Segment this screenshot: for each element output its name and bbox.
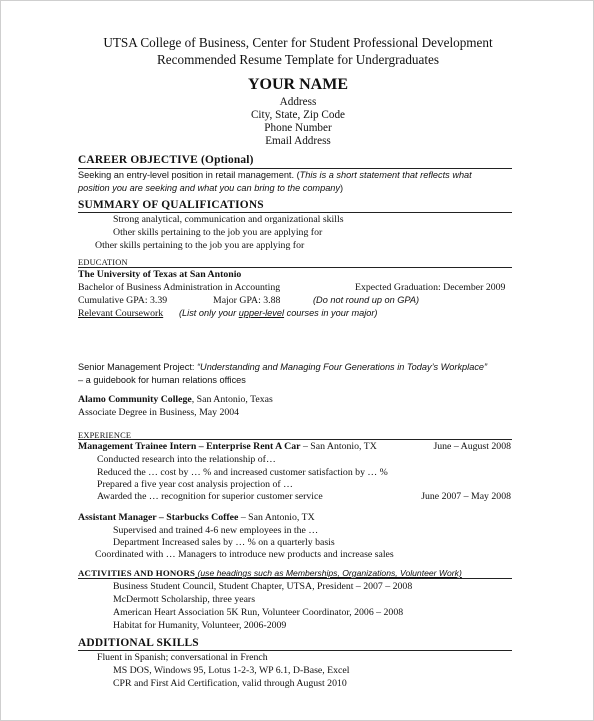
job-1-item: Conducted research into the relationship of… — [97, 454, 276, 465]
summary-item: Strong analytical, communication and organizational skills — [113, 214, 344, 225]
coursework-note: (List only your upper-level courses in your major) — [179, 308, 378, 318]
summary-heading: SUMMARY OF QUALIFICATIONS — [78, 199, 264, 211]
senior-project: Senior Management Project: “Understanding and Managing Four Generations in Today’s Workplace” — [78, 362, 488, 372]
university-name: The University of Texas at San Antonio — [78, 269, 242, 280]
activity-item: Business Student Council, Student Chapter, UTSA, President – 2007 – 2008 — [113, 581, 413, 592]
summary-item: Other skills pertaining to the job you are applying for — [113, 227, 323, 238]
education-heading: EDUCATION — [78, 258, 128, 267]
major-gpa: Major GPA: 3.88 — [213, 295, 281, 306]
applicant-name: YOUR NAME — [248, 76, 348, 93]
activities-heading: ACTIVITIES AND HONORS (use headings such as Memberships, Organizations, Volunteer Work) — [78, 568, 462, 578]
header-line-2: Recommended Resume Template for Undergraduates — [156, 52, 440, 67]
summary-item: Other skills pertaining to the job you are applying for — [95, 240, 305, 251]
college-2: Alamo Community College, San Antonio, Texas — [78, 394, 273, 405]
coursework-label: Relevant Coursework — [78, 308, 164, 319]
career-objective-line-2: position you are seeking and what you can bring to the company) — [78, 183, 344, 193]
phone-number: Phone Number — [264, 122, 332, 134]
email-address: Email Address — [265, 135, 331, 147]
cumulative-gpa: Cumulative GPA: 3.39 — [78, 295, 168, 306]
section-divider — [78, 168, 512, 169]
gpa-note: (Do not round up on GPA) — [313, 295, 420, 305]
experience-heading: EXPERIENCE — [78, 431, 132, 440]
activity-item: American Heart Association 5K Run, Volunteer Coordinator, 2006 – 2008 — [113, 607, 404, 618]
skill-item: MS DOS, Windows 95, Lotus 1-2-3, WP 6.1, D-Base, Excel — [113, 665, 350, 676]
career-objective-line-1: Seeking an entry-level position in retail management. (This is a short statement that reflects what — [78, 170, 472, 180]
activity-item: Habitat for Humanity, Volunteer, 2006-2009 — [113, 620, 287, 631]
associate-degree: Associate Degree in Business, May 2004 — [78, 407, 240, 418]
header-line-1: UTSA College of Business, Center for Student Professional Development — [103, 35, 493, 50]
skills-heading: ADDITIONAL SKILLS — [78, 637, 199, 649]
job-2-item: Supervised and trained 4-6 new employees in the … — [113, 525, 319, 536]
job-2-item: Coordinated with … Managers to introduce new products and increase sales — [95, 549, 394, 560]
job-1-item: Reduced the … cost by … % and increased customer satisfaction by … % — [97, 467, 388, 478]
job-2-title: Assistant Manager – Starbucks Coffee – San Antonio, TX — [78, 512, 315, 523]
activity-item: McDermott Scholarship, three years — [113, 594, 256, 605]
senior-project-description: – a guidebook for human relations offices — [78, 375, 246, 385]
city-state-zip: City, State, Zip Code — [250, 109, 346, 121]
section-divider — [78, 578, 512, 579]
address: Address — [279, 96, 317, 108]
skill-item: Fluent in Spanish; conversational in French — [97, 652, 268, 663]
graduation-date: Expected Graduation: December 2009 — [355, 282, 506, 293]
job-1-item: Awarded the … recognition for superior customer service — [97, 491, 323, 502]
job-1-dates: June – August 2008 — [433, 441, 511, 452]
degree: Bachelor of Business Administration in Accounting — [78, 282, 281, 293]
section-divider — [78, 212, 512, 213]
job-1-item: Prepared a five year cost analysis projection of … — [97, 479, 293, 490]
career-objective-heading: CAREER OBJECTIVE (Optional) — [78, 154, 254, 166]
skill-item: CPR and First Aid Certification, valid through August 2010 — [113, 678, 347, 689]
job-1-title: Management Trainee Intern – Enterprise Rent A Car – San Antonio, TX — [78, 441, 377, 452]
section-divider — [78, 267, 512, 268]
job-2-dates: June 2007 – May 2008 — [421, 491, 511, 502]
job-2-item: Department Increased sales by … % on a quarterly basis — [113, 537, 335, 548]
section-divider — [78, 439, 512, 440]
section-divider — [78, 650, 512, 651]
